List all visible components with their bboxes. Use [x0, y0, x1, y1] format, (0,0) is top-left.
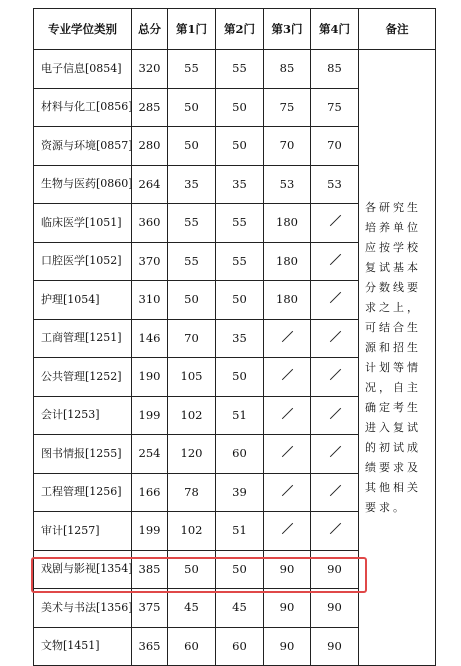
subject-1-cell: 102: [168, 396, 216, 435]
subject-4-cell: 53: [311, 165, 359, 204]
subject-3-cell: 90: [264, 627, 311, 666]
subject-1-cell: 50: [168, 550, 216, 589]
total-cell: 166: [132, 473, 168, 512]
total-cell: 254: [132, 435, 168, 474]
total-cell: 370: [132, 242, 168, 281]
slash-mark: [329, 369, 341, 381]
slash-mark: [329, 408, 341, 420]
header-subject-2: 第2门: [216, 9, 264, 50]
subject-4-cell: [311, 204, 359, 243]
subject-2-cell: 55: [216, 242, 264, 281]
subject-2-cell: 55: [216, 204, 264, 243]
total-cell: 280: [132, 127, 168, 166]
total-cell: 320: [132, 50, 168, 89]
total-cell: 190: [132, 358, 168, 397]
note-cell: [359, 50, 436, 666]
subject-4-cell: 90: [311, 550, 359, 589]
slash-mark: [281, 331, 293, 343]
header-note: 备注: [359, 9, 436, 50]
subject-2-cell: 50: [216, 281, 264, 320]
major-cell: 图书情报[1255]: [34, 435, 132, 474]
subject-1-cell: 120: [168, 435, 216, 474]
header-total: 总分: [132, 9, 168, 50]
subject-1-cell: 70: [168, 319, 216, 358]
major-cell: 戏剧与影视[1354]: [34, 550, 132, 589]
slash-mark: [329, 446, 341, 458]
major-cell: 临床医学[1051]: [34, 204, 132, 243]
subject-2-cell: 35: [216, 319, 264, 358]
major-cell: 工程管理[1256]: [34, 473, 132, 512]
slash-mark: [329, 215, 341, 227]
subject-3-cell: [264, 396, 311, 435]
subject-4-cell: [311, 435, 359, 474]
subject-1-cell: 55: [168, 204, 216, 243]
header-major: 专业学位类别: [34, 9, 132, 50]
major-cell: 工商管理[1251]: [34, 319, 132, 358]
header-subject-3: 第3门: [264, 9, 311, 50]
subject-4-cell: 85: [311, 50, 359, 89]
subject-2-cell: 50: [216, 550, 264, 589]
subject-4-cell: [311, 242, 359, 281]
subject-4-cell: 75: [311, 88, 359, 127]
total-cell: 264: [132, 165, 168, 204]
subject-1-cell: 50: [168, 281, 216, 320]
total-cell: 199: [132, 396, 168, 435]
table-row: [34, 50, 436, 89]
subject-1-cell: 45: [168, 589, 216, 628]
subject-3-cell: 180: [264, 242, 311, 281]
total-cell: 310: [132, 281, 168, 320]
subject-1-cell: 35: [168, 165, 216, 204]
major-cell: 材料与化工[0856]: [34, 88, 132, 127]
subject-2-cell: 51: [216, 396, 264, 435]
major-cell: 电子信息[0854]: [34, 50, 132, 89]
subject-3-cell: [264, 319, 311, 358]
header-row: [34, 9, 436, 50]
subject-2-cell: 39: [216, 473, 264, 512]
subject-1-cell: 78: [168, 473, 216, 512]
subject-3-cell: 70: [264, 127, 311, 166]
slash-mark: [281, 408, 293, 420]
slash-mark: [281, 446, 293, 458]
major-cell: 美术与书法[1356]: [34, 589, 132, 628]
subject-4-cell: [311, 473, 359, 512]
major-cell: 口腔医学[1052]: [34, 242, 132, 281]
subject-4-cell: [311, 281, 359, 320]
slash-mark: [281, 485, 293, 497]
subject-2-cell: 60: [216, 627, 264, 666]
major-cell: 护理[1054]: [34, 281, 132, 320]
subject-3-cell: 180: [264, 281, 311, 320]
score-table: [33, 8, 436, 666]
slash-mark: [329, 331, 341, 343]
total-cell: 375: [132, 589, 168, 628]
subject-4-cell: 90: [311, 627, 359, 666]
subject-3-cell: 85: [264, 50, 311, 89]
subject-2-cell: 45: [216, 589, 264, 628]
major-cell: 文物[1451]: [34, 627, 132, 666]
subject-2-cell: 60: [216, 435, 264, 474]
major-cell: 资源与环境[0857]: [34, 127, 132, 166]
total-cell: 360: [132, 204, 168, 243]
table-body: [34, 50, 436, 666]
header-subject-1: 第1门: [168, 9, 216, 50]
subject-3-cell: 90: [264, 589, 311, 628]
subject-3-cell: [264, 435, 311, 474]
subject-3-cell: 90: [264, 550, 311, 589]
major-cell: 会计[1253]: [34, 396, 132, 435]
subject-2-cell: 50: [216, 358, 264, 397]
slash-mark: [281, 369, 293, 381]
subject-4-cell: 90: [311, 589, 359, 628]
subject-2-cell: 50: [216, 88, 264, 127]
subject-3-cell: [264, 512, 311, 551]
subject-1-cell: 50: [168, 88, 216, 127]
slash-mark: [329, 254, 341, 266]
note-text: 各研究生培养单位应按学校复试基本分数线要求之上，可结合生源和招生计划等情况，自主确定考生进入复试的初试成绩要求及其他相关要求。: [365, 200, 421, 514]
subject-2-cell: 51: [216, 512, 264, 551]
header-subject-4: 第4门: [311, 9, 359, 50]
subject-3-cell: 53: [264, 165, 311, 204]
subject-4-cell: [311, 319, 359, 358]
slash-mark: [281, 523, 293, 535]
total-cell: 385: [132, 550, 168, 589]
subject-1-cell: 60: [168, 627, 216, 666]
total-cell: 199: [132, 512, 168, 551]
subject-1-cell: 105: [168, 358, 216, 397]
total-cell: 285: [132, 88, 168, 127]
slash-mark: [329, 523, 341, 535]
subject-4-cell: [311, 512, 359, 551]
major-cell: 公共管理[1252]: [34, 358, 132, 397]
subject-1-cell: 55: [168, 50, 216, 89]
subject-1-cell: 102: [168, 512, 216, 551]
subject-1-cell: 55: [168, 242, 216, 281]
subject-3-cell: [264, 473, 311, 512]
major-cell: 审计[1257]: [34, 512, 132, 551]
subject-4-cell: 70: [311, 127, 359, 166]
slash-mark: [329, 485, 341, 497]
subject-4-cell: [311, 358, 359, 397]
subject-2-cell: 35: [216, 165, 264, 204]
subject-4-cell: [311, 396, 359, 435]
subject-3-cell: [264, 358, 311, 397]
slash-mark: [329, 292, 341, 304]
subject-1-cell: 50: [168, 127, 216, 166]
subject-3-cell: 75: [264, 88, 311, 127]
total-cell: 146: [132, 319, 168, 358]
subject-3-cell: 180: [264, 204, 311, 243]
major-cell: 生物与医药[0860]: [34, 165, 132, 204]
subject-2-cell: 55: [216, 50, 264, 89]
total-cell: 365: [132, 627, 168, 666]
subject-2-cell: 50: [216, 127, 264, 166]
